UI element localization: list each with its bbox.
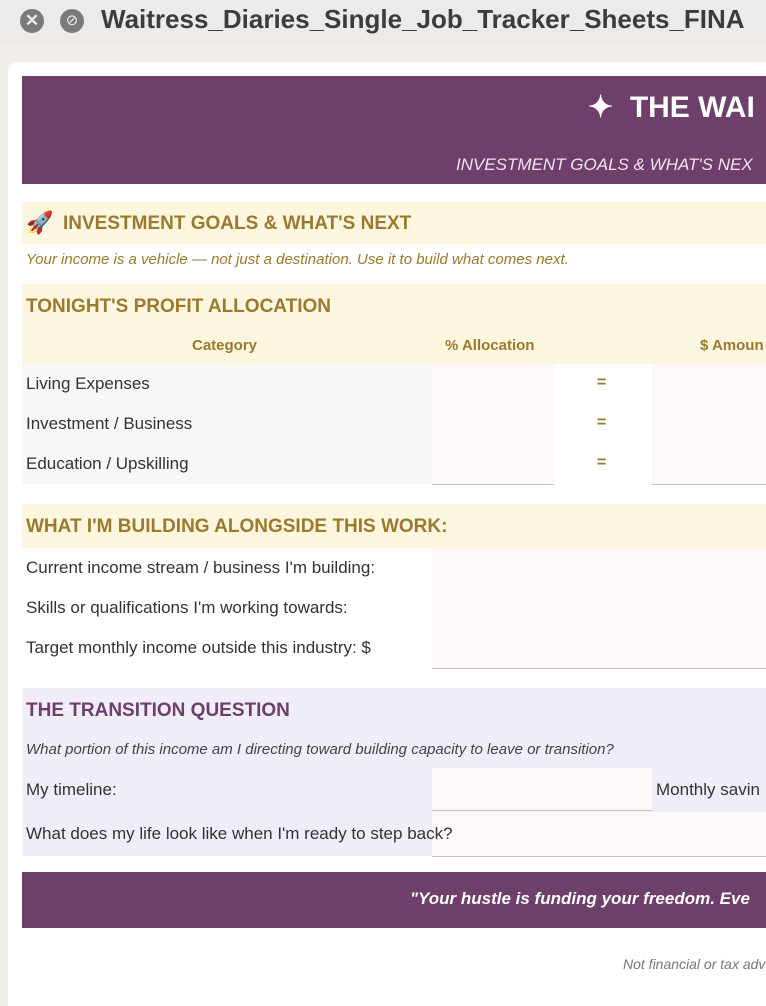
disclaimer: Not financial or tax adv bbox=[623, 956, 766, 972]
step-back-input[interactable] bbox=[432, 812, 766, 857]
column-header-percent: % Allocation bbox=[445, 337, 535, 354]
row-category-education: Education / Upskilling bbox=[26, 454, 189, 473]
window-titlebar bbox=[0, 0, 766, 44]
allocation-title: TONIGHT'S PROFIT ALLOCATION bbox=[26, 296, 331, 317]
column-header-amount: $ Amoun bbox=[700, 337, 764, 354]
timeline-label: My timeline: bbox=[26, 780, 117, 799]
monthly-savings-label: Monthly savin bbox=[656, 780, 760, 799]
row-category-living: Living Expenses bbox=[26, 374, 150, 393]
header-title: ✦ THE WAI bbox=[588, 91, 755, 124]
footer-quote: "Your hustle is funding your freedom. Eve bbox=[410, 889, 750, 908]
header-subtitle: INVESTMENT GOALS & WHAT'S NEX bbox=[456, 155, 753, 174]
edit-icon[interactable]: ⊘ bbox=[60, 9, 84, 33]
column-header-category: Category bbox=[192, 337, 258, 354]
window-title: Waitress_Diaries_Single_Job_Tracker_Sheets_FINA bbox=[101, 4, 745, 34]
building-title: WHAT I'M BUILDING ALONGSIDE THIS WORK: bbox=[26, 516, 448, 537]
equals-sign: = bbox=[597, 454, 607, 471]
income-stream-input[interactable] bbox=[432, 548, 766, 589]
transition-question: What portion of this income am I directing toward building capacity to leave or transition? bbox=[26, 741, 614, 758]
row-category-investment: Investment / Business bbox=[26, 414, 193, 433]
percent-input-living[interactable] bbox=[432, 364, 554, 405]
target-income-input[interactable] bbox=[432, 628, 766, 669]
sheet-page bbox=[8, 62, 766, 1006]
percent-input-investment[interactable] bbox=[432, 404, 554, 445]
rocket-icon: 🚀 bbox=[26, 210, 54, 235]
amount-input-living[interactable] bbox=[652, 364, 766, 405]
amount-input-investment[interactable] bbox=[652, 404, 766, 445]
building-label-skills: Skills or qualifications I'm working towards: bbox=[26, 598, 348, 617]
timeline-input[interactable] bbox=[432, 768, 652, 811]
section-tagline: Your income is a vehicle — not just a destination. Use it to build what comes next. bbox=[26, 251, 569, 268]
step-back-label: What does my life look like when I'm ready to step back? bbox=[26, 824, 453, 843]
equals-sign: = bbox=[597, 414, 607, 431]
section-title: INVESTMENT GOALS & WHAT'S NEXT bbox=[63, 213, 412, 234]
close-icon[interactable]: ✕ bbox=[20, 9, 44, 33]
building-label-target-income: Target monthly income outside this industry: $ bbox=[26, 638, 371, 657]
transition-title: THE TRANSITION QUESTION bbox=[26, 700, 290, 721]
percent-input-education[interactable] bbox=[432, 444, 554, 485]
equals-sign: = bbox=[597, 374, 607, 391]
building-label-income-stream: Current income stream / business I'm building: bbox=[26, 558, 376, 577]
amount-input-education[interactable] bbox=[652, 444, 766, 485]
skills-input[interactable] bbox=[432, 588, 766, 629]
star-icon: ✦ bbox=[588, 91, 614, 124]
